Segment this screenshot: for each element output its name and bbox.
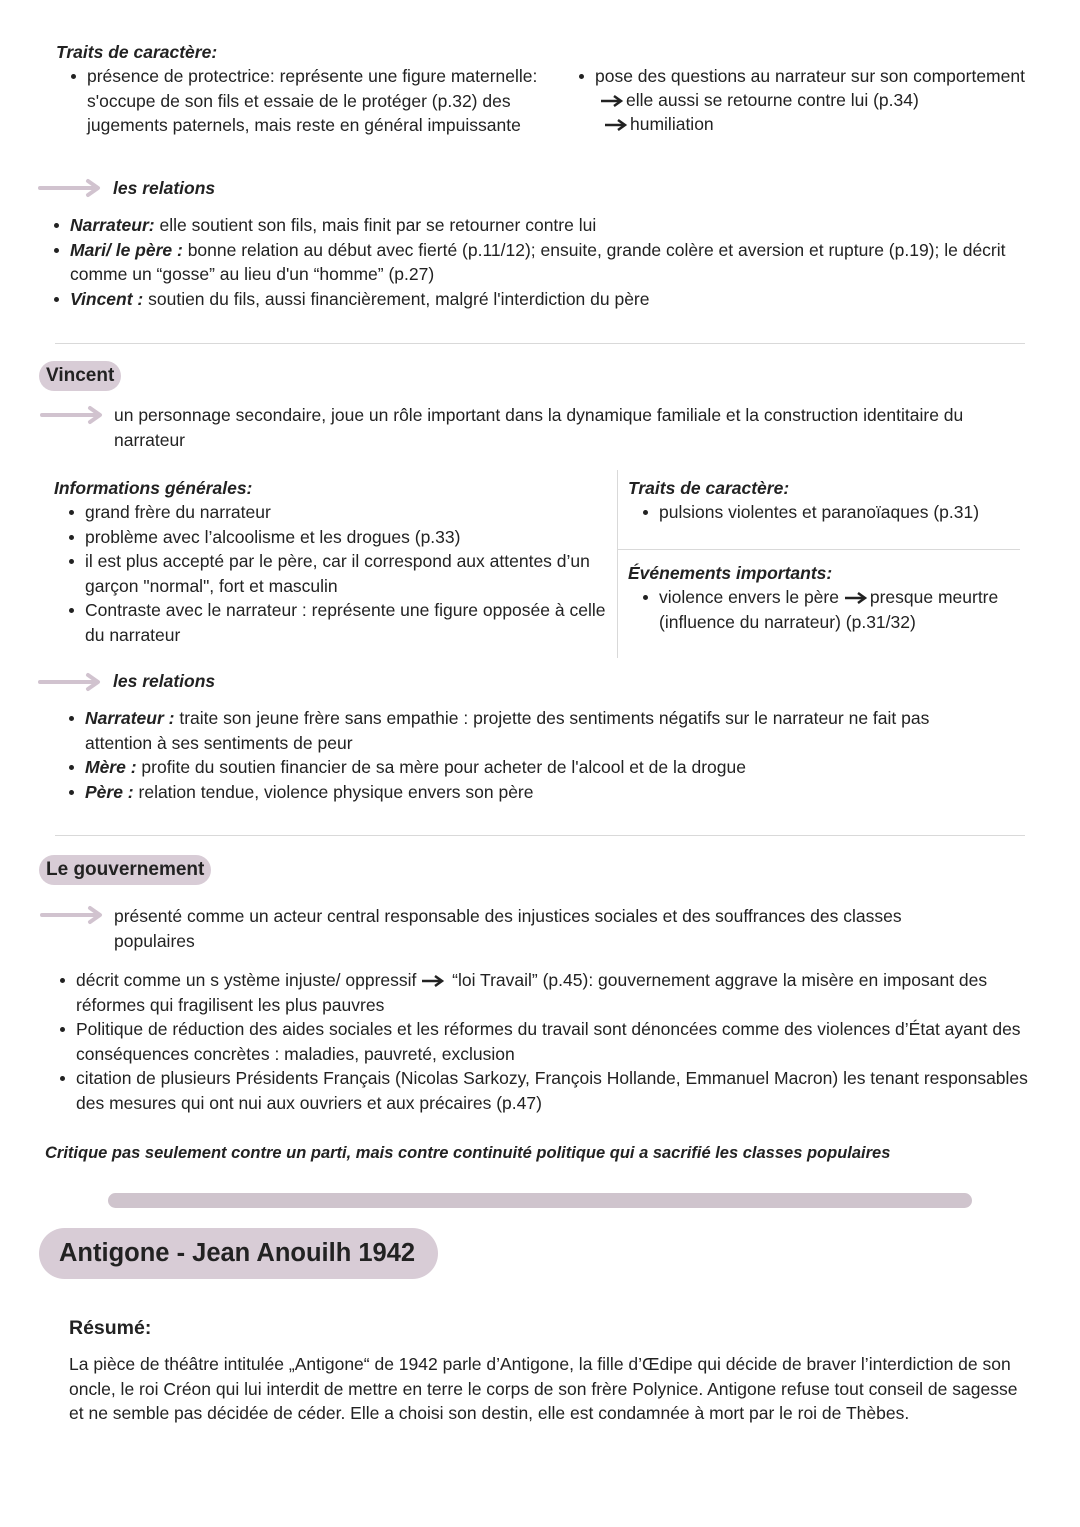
mere-traits-label: Traits de caractère: [56, 42, 218, 62]
mere-traits-right-list [595, 64, 1065, 89]
list-item: problème avec l’alcoolisme et les drogues (p.33) [85, 525, 615, 550]
gouvernement-conclusion: Critique pas seulement contre un parti, mais contre continuité politique qui a sacrifié les classes populaires [45, 1144, 891, 1162]
mere-traits-right-sub2: humiliation [604, 112, 714, 137]
pastel-arrow-icon [38, 672, 104, 692]
antigone-resume: La pièce de théâtre intitulée „Antigone“ de 1942 parle d’Antigone, la fille d’Œdipe qui décide de braver l’interdiction de son oncle, le roi Créon qui lui interdit de mettre en terre le corps de son frère Polynice. Antigone refuse tout conseil de sagesse et ne semble pas décidée de céder. Elle a choisi son destin, elle est condamnée à mort par le roi de Thèbes. [69, 1354, 1018, 1423]
vincent-relations-label: les relations [113, 671, 216, 691]
right-arrow-icon [600, 94, 626, 108]
mere-traits-left-list [87, 64, 547, 138]
list-item: il est plus accepté par le père, car il correspond aux attentes d’un garçon "normal", fort et masculin [85, 549, 615, 598]
list-item: Narrateur: elle soutient son fils, mais finit par se retourner contre lui [70, 213, 1030, 238]
list-item: Vincent : soutien du fils, aussi financièrement, malgré l'interdiction du père [70, 287, 1030, 312]
list-item: Politique de réduction des aides sociales et les réformes du travail sont dénoncées comme des violences d’État ayant des conséquences concrètes : maladies, pauvreté, exclusion [76, 1017, 1036, 1066]
list-item: Père : relation tendue, violence physique envers son père [85, 780, 985, 805]
gouvernement-list [76, 968, 1036, 1115]
pastel-arrow-icon [40, 905, 106, 925]
antigone-resume-label: Résumé: [69, 1317, 152, 1339]
list-item: pose des questions au narrateur sur son comportement [595, 64, 1065, 89]
mere-relations-list [70, 213, 1030, 311]
right-arrow-icon [421, 974, 447, 988]
list-item: Mère : profite du soutien financier de sa mère pour acheter de l'alcool et de la drogue [85, 755, 985, 780]
vincent-events-label: Événements importants: [628, 563, 833, 583]
vincent-title: Vincent [39, 361, 121, 391]
list-item: citation de plusieurs Présidents Français (Nicolas Sarkozy, François Hollande, Emmanuel Macron) les tenant responsables des mesures qui ont nui aux ouvriers et aux précaires (p.47) [76, 1066, 1036, 1115]
list-item: Contraste avec le narrateur : représente une figure opposée à celle du narrateur [85, 598, 615, 647]
list-item: grand frère du narrateur [85, 500, 615, 525]
antigone-title: Antigone - Jean Anouilh 1942 [39, 1228, 438, 1279]
vincent-traits-list [659, 500, 1019, 525]
vincent-info-list [85, 500, 615, 647]
list-item: présence de protectrice: représente une figure maternelle: s'occupe de son fils et essaie de le protéger (p.32) des jugements paternels, mais reste en général impuissante [87, 64, 547, 138]
vincent-events-list [659, 585, 1029, 634]
vincent-relations-list [85, 706, 985, 804]
section-separator-bar [108, 1193, 972, 1208]
mere-relations-label: les relations [113, 178, 216, 198]
right-arrow-icon [604, 118, 630, 132]
divider [618, 549, 1020, 550]
mere-traits-right-sub1: elle aussi se retourne contre lui (p.34) [600, 88, 919, 113]
pastel-arrow-icon [38, 178, 104, 198]
divider [55, 343, 1025, 344]
vincent-intro: un personnage secondaire, joue un rôle important dans la dynamique familiale et la construction identitaire du narrateur [114, 405, 964, 450]
gouvernement-title: Le gouvernement [39, 855, 211, 885]
list-item: violence envers le père presque meurtre (influence du narrateur) (p.31/32) [659, 585, 1029, 634]
pastel-arrow-icon [40, 405, 106, 425]
divider [55, 835, 1025, 836]
list-item: Narrateur : traite son jeune frère sans empathie : projette des sentiments négatifs sur le narrateur ne fait pas attention à ses sentiments de peur [85, 706, 985, 755]
list-item: Mari/ le père : bonne relation au début avec fierté (p.11/12); ensuite, grande colère et aversion et rupture (p.19); le décrit comme un “gosse” au lieu d'un “homme” (p.27) [70, 238, 1030, 287]
vincent-info-label: Informations générales: [54, 478, 253, 498]
list-item: décrit comme un s ystème injuste/ oppressif “loi Travail” (p.45): gouvernement aggrave la misère en imposant des réformes qui fragilisent les plus pauvres [76, 968, 1036, 1017]
right-arrow-icon [844, 591, 870, 605]
vincent-traits-label: Traits de caractère: [628, 478, 790, 498]
list-item: pulsions violentes et paranoïaques (p.31) [659, 500, 1019, 525]
gouvernement-intro: présenté comme un acteur central responsable des injustices sociales et des souffrances des classes populaires [114, 906, 902, 951]
vertical-divider [617, 470, 618, 658]
